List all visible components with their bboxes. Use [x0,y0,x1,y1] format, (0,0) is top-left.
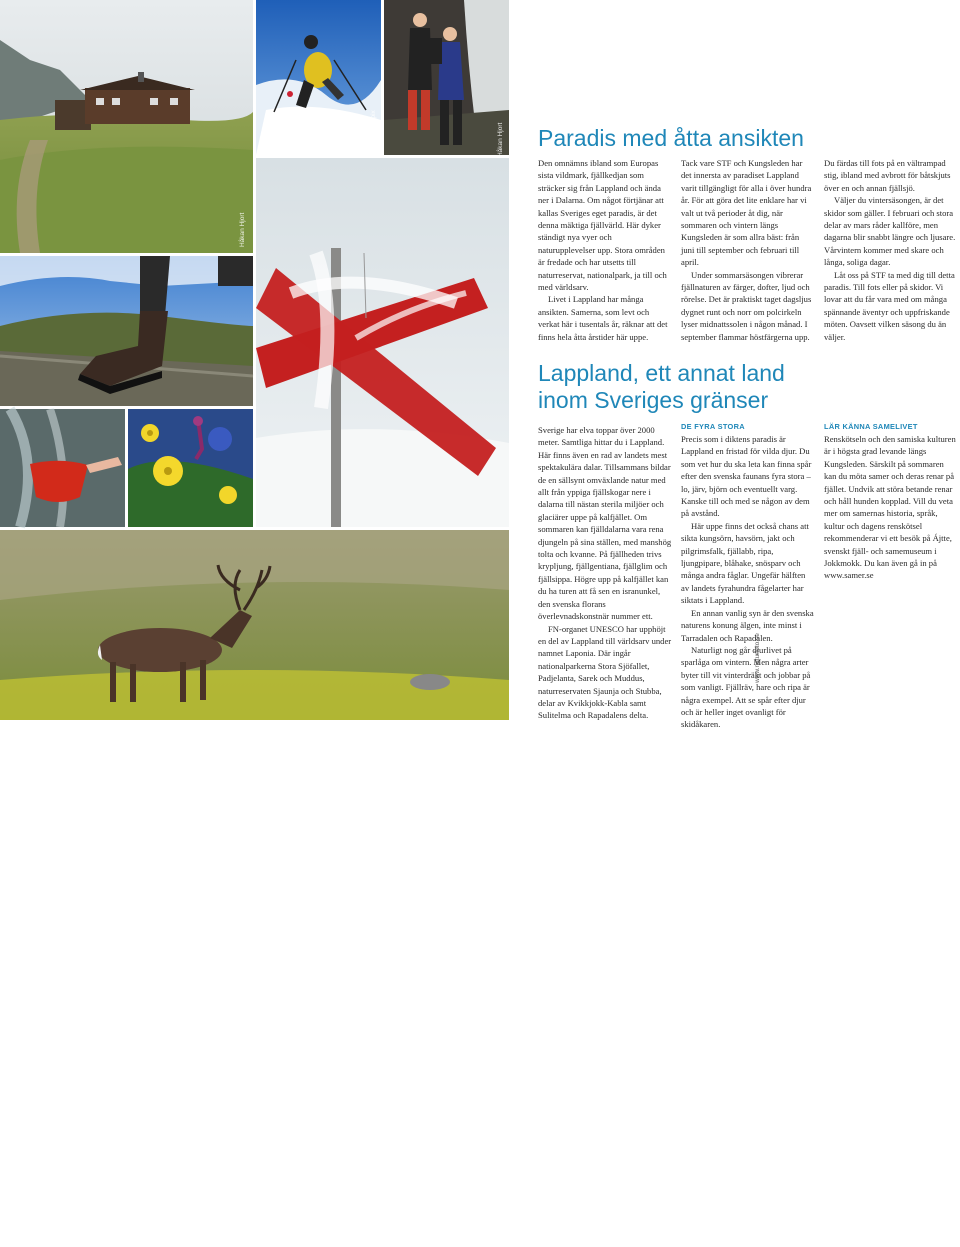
paragraph: Renskötseln och den samiska kulturen är i högsta grad levande längs Kungsleden. Särskilt på sommaren kan du möta samer och deras renar på fjället. Undvik att störa betande renar och håll hunden kopplad. Vill du veta mer om samernas historia, språk, kultur och dagens renskötsel rekommenderar vi ett besök på Ájtte, svenskt fjäll- och samemuseum i Jokkmokk. Du kan även gå in på www.samer.se [824,434,956,581]
water-cup-photo [0,409,125,936]
photo-credit: Håkan Hjort [371,901,378,936]
heading-lappland [538,360,785,414]
paragraph: Precis som i diktens paradis är Lappland en fristad för vilda djur. Du som vet hur du ska leta kan finna spår efter den svenska faunans fyra stora – lo, järv, björn och eventuellt varg. Kanske till och med se någon av dem på avstånd. [681,434,812,519]
heading-line: Lappland, ett annat land [538,360,785,386]
subheading-lar-kanna-samelivet: LÄR KÄNNA SAMELIVET [824,422,918,431]
paragraph: Under sommarsäsongen vibrerar fjällnaturen av färger, dofter, ljud och rörelse. Det är praktiskt taget dagsljus dygnet runt och norr om polcirkeln lyser midnattssolen i någon månad. I september flammar höstfärgerna upp. [681,269,812,342]
paragraph: Väljer du vintersäsongen, är det skidor som gäller. I februari och stora delar av mars råder kallföre, men dagarna blir snabbt längre och ljusare. Vårvintern kommer med skare och långa, soliga dagar. [824,195,956,268]
photo-credit: www.naturfoto.se [754,633,761,683]
flowers-photo [128,409,378,936]
section2-column-1 [538,424,672,722]
section2-column-3 [824,421,958,582]
paragraph: Tack vare STF och Kungsleden har det innersta av paradiset Lappland varit tillgängligt för alla i över hundra år. För att göra det lite enklare har vi valt ut två perioder åt dig, när sommaren och vintern längs Kungsleden är som allra bäst: från juni till september och februari till april. [681,158,812,268]
photo-credit: Håkan Hjort [498,1212,505,1247]
paragraph: Här uppe finns det också chans att sikta kungsörn, havsörn, jakt och pilgrimsfalk, fjällabb, ripa, ljungpipare, blåhake, snösparv och många andra fåglar. Ungefär hälften av landets fyrahundra fågelarter har siktats i Lappland. [681,520,809,606]
paragraph: Sverige har elva toppar över 2000 meter. Samtliga hittar du i Lappland. Här finns även en rad av landets mest spektakulära dalar. Tillsammans bildar de en sällsynt omväxlande natur med allt från yppiga fjällskogar nere i dalarna till nästan sterila miljöer och glaciärer uppe på kalfjället. Om sommaren kan fjälldalarna vara rena djungeln på sina ställen, med manshög tolta och kvanne. På fjällheden trivs krypljung, fjällgentiana, fjällglim och fjällsippa. Högre upp på kalfjället kan du ha turen att få sen en isranunkel, den svenska florans överlevnadskonstnär nummer ett. [538,425,672,622]
subheading-de-fyra-stora: DE FYRA STORA [681,422,745,431]
boot-photo [0,256,253,406]
photo-credit: Johnér/Scanpix [370,110,377,155]
section1-column-3 [824,157,958,343]
paragraph: Låt oss på STF ta med dig till detta paradis. Till fots eller på skidor. Vi lovar att du får vara med om många spännande äventyr och uppfriskande möten. Oavsett vilken säsong du än väljer. [824,269,955,342]
paragraph: Du färdas till fots på en vältrampad stig, ibland med avbrott för båtskjuts över en och annan fjällsjö. [824,158,951,193]
photo-credit: Håkan Hjort [239,212,246,247]
photo-credit: Håkan Hjort [115,901,122,936]
paragraph: FN-organet UNESCO har upphöjt en del av Lappland till världsarv under namnet Laponia. Där ingår nationalparkerna Stora Sjöfallet, Padjelanta, Sarek och Muddus, naturreservaten Sjaunja och Stubba, delar av Kvikkjokk-Kabla samt Sulitelma och Rapadalens delta. [538,623,672,721]
cabin-photo [0,0,253,253]
section1-column-1 [538,157,671,343]
heading-line: inom Sveriges gränser [538,387,769,413]
section2-column-2 [681,421,815,731]
photo-credit: Håkan Hjort [497,122,504,157]
hikers-photo [384,0,509,155]
paragraph: Naturligt nog går djurlivet på sparlåga om vintern. Men några arter byter till vit vinterdräkt och jobbar på som vanligt. Fjällräv, hare och ripa är några exempel. Att se spår efter djur och är heller inget ovanligt för skidåkaren. [681,644,811,730]
paragraph: Den omnämns ibland som Europas sista vildmark, fjällkedjan som sträcker sig från Lappland och ända ner i Dalarna. Om något förtjänar att kallas Sveriges eget paradis, är det denna mäktiga fjällvärld. Här dyker ständigt nya vyer och naturupplevelser upp. Stora områden är fredade och har utsetts till naturreservat, nationalpark, ja till och med världsarv. [538,158,667,293]
paragraph: En annan vanlig syn är den svenska naturens konung älgen, inte minst i Tarradalen och Rapadalen. [681,607,814,643]
heading-paradis: Paradis med åtta ansikten [538,125,804,151]
skier-photo [256,0,381,155]
paragraph: Livet i Lappland har många ansikten. Samerna, som levt och verkat här i tusentals år, räknar att det finns hela åtta årstider här uppe. [538,294,668,342]
section1-column-2 [681,157,814,343]
reindeer-photo [0,530,509,1247]
